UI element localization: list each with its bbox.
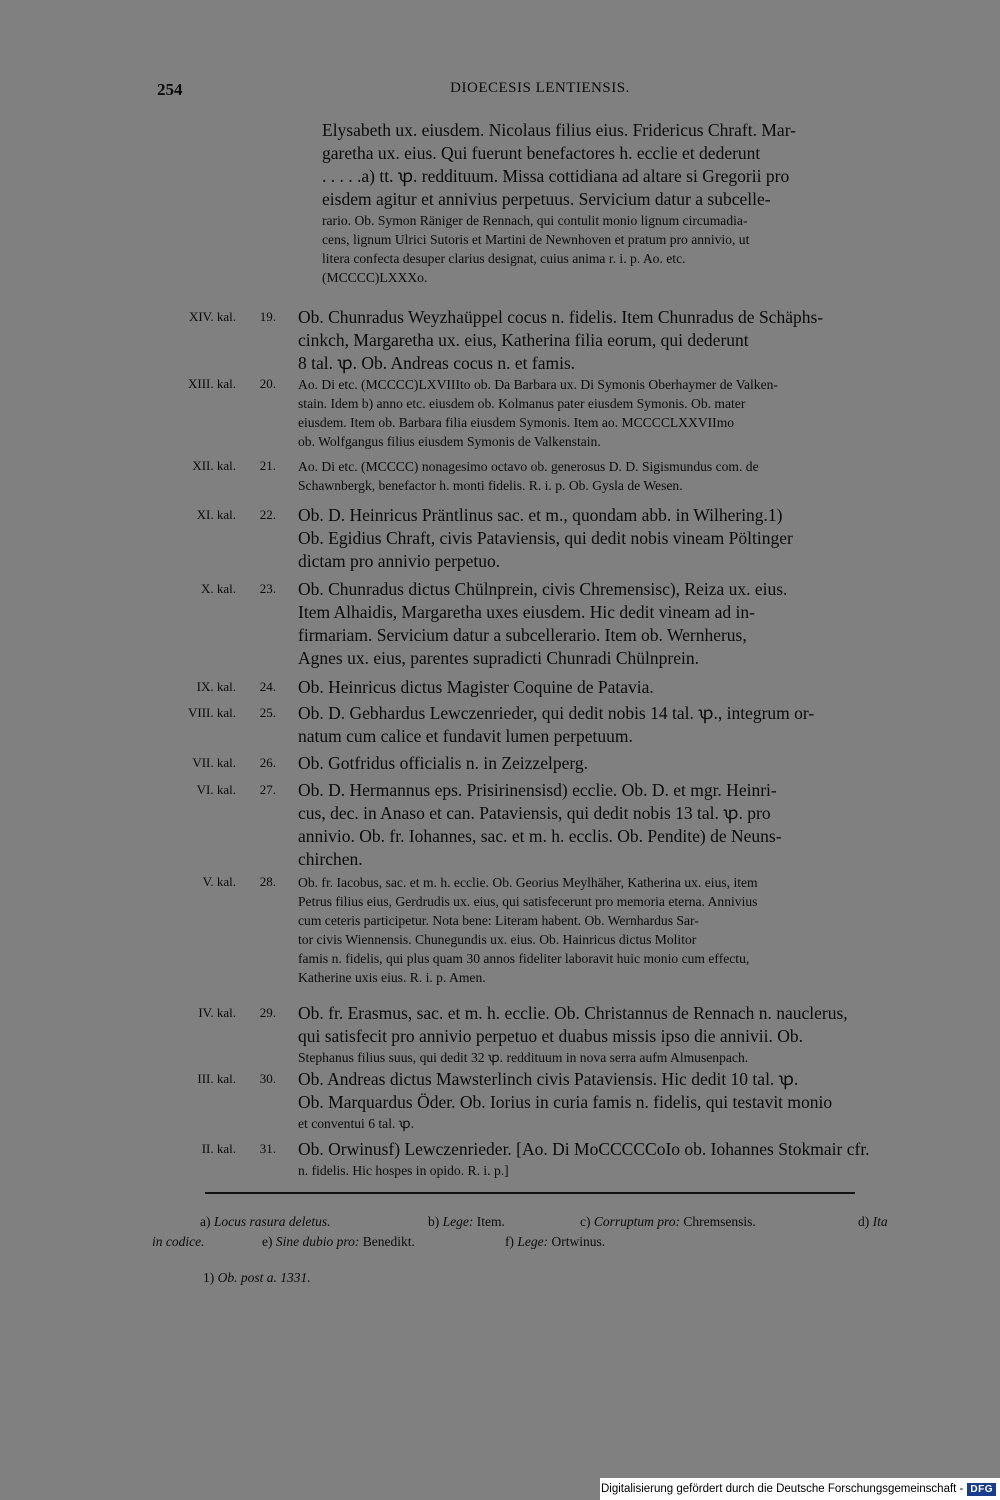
text-line: 8 tal. ꝕ. Ob. Andreas cocus n. et famis.	[298, 353, 576, 373]
entry-text	[298, 702, 906, 748]
footnote-value: Benedikt.	[362, 1234, 415, 1249]
kalend-label: V. kal.	[202, 874, 236, 889]
text-line: Elysabeth ux. eiusdem. Nicolaus filius eius. Fridericus Chraft. Mar-	[322, 120, 796, 140]
kalend-label: XI. kal.	[196, 507, 236, 522]
kalend-label: XIV. kal.	[188, 309, 236, 324]
footnote-text: in codice.	[152, 1234, 205, 1249]
text-line: Ob. Chunradus dictus Chülnprein, civis Chremensisc), Reiza ux. eius.	[298, 579, 788, 599]
text-line: Ob. D. Heinricus Präntlinus sac. et m., quondam abb. in Wilhering.1)	[298, 505, 783, 525]
text-line: ob. Wolfgangus filius eiusdem Symonis de Valkenstain.	[298, 434, 601, 449]
text-line: . . . . .a) tt. ꝕ. reddituum. Missa cottidiana ad altare si Gregorii pro	[322, 166, 790, 186]
dfg-credit-text: Digitalisierung gefördert durch die Deutsche Forschungsgemeinschaft -	[600, 1483, 964, 1495]
footnote-text: Lege:	[442, 1214, 474, 1229]
text-line: natum cum calice et fundavit lumen perpetuum.	[298, 726, 633, 746]
day-number: 20.	[259, 376, 276, 391]
text-line: Ob. Chunradus Weyzhaüppel cocus n. fidelis. Item Chunradus de Schäphs-	[298, 307, 824, 327]
text-line: Ob. Gotfridus officialis n. in Zeizzelperg.	[298, 753, 588, 773]
footnote-e	[262, 1232, 415, 1252]
footnote-mark: d)	[858, 1214, 870, 1229]
kalend-label: VI. kal.	[196, 782, 236, 797]
entry-text	[298, 752, 906, 775]
entry-text	[298, 1068, 906, 1133]
kalend-label: XII. kal.	[192, 458, 236, 473]
footnote-mark: f)	[505, 1234, 514, 1249]
text-line: cum ceteris participetur. Nota bene: Literam habent. Ob. Wernhardus Sar-	[298, 913, 699, 928]
kalend-label: III. kal.	[197, 1071, 236, 1086]
text-line: stain. Idem b) anno etc. eiusdem ob. Kolmanus pater eiusdem Symonis. Ob. mater	[298, 396, 746, 411]
day-number: 24.	[259, 679, 276, 694]
text-line: cinkch, Margaretha ux. eius, Katherina filia eorum, qui dederunt	[298, 330, 749, 350]
text-line: chirchen.	[298, 849, 363, 869]
entry-text	[298, 578, 906, 670]
intro-text	[322, 119, 906, 287]
footnote-value: Chremsensis.	[683, 1214, 756, 1229]
text-line: et conventui 6 tal. ꝕ.	[298, 1116, 415, 1131]
day-number: 30.	[259, 1071, 276, 1086]
kalend-label: II. kal.	[201, 1141, 236, 1156]
text-line: firmariam. Servicium datur a subcellerario. Item ob. Wernherus,	[298, 625, 747, 645]
kalend-label: VII. kal.	[192, 755, 236, 770]
text-line: n. fidelis. Hic hospes in opido. R. i. p.]	[298, 1163, 509, 1178]
footnote-mark: 1)	[203, 1270, 215, 1285]
text-line: Item Alhaidis, Margaretha uxes eiusdem. Hic dedit vineam ad in-	[298, 602, 755, 622]
kalend-label: X. kal.	[200, 581, 236, 596]
text-line: Schawnbergk, benefactor h. monti fidelis. R. i. p. Ob. Gysla de Wesen.	[298, 478, 683, 493]
text-line: Ao. Di etc. (MCCCC)LXVIIIto ob. Da Barbara ux. Di Symonis Oberhaymer de Valken-	[298, 377, 778, 392]
entry-text	[298, 1002, 906, 1067]
kalend-label: IV. kal.	[198, 1005, 236, 1020]
kalend-label: IX. kal.	[196, 679, 236, 694]
day-number: 29.	[259, 1005, 276, 1020]
footnote-text: Locus rasura deletus.	[213, 1214, 331, 1229]
text-line: Katherine uxis eius. R. i. p. Amen.	[298, 970, 486, 985]
kalend-label: VIII. kal.	[187, 705, 236, 720]
footnote-d	[858, 1212, 888, 1232]
text-line: Petrus filius eius, Gerdrudis ux. eius, qui satisfecerunt pro memoria eterna. Annivius	[298, 894, 758, 909]
text-line: Ob. Orwinusf) Lewczenrieder. [Ao. Di MoCCCCCoIo ob. Iohannes Stokmair cfr.	[298, 1139, 870, 1159]
text-line: Stephanus filius suus, qui dedit 32 ꝕ. reddituum in nova serra aufm Almusenpach.	[298, 1050, 749, 1065]
footnote-b	[428, 1212, 505, 1232]
dfg-logo-icon: DFG	[967, 1483, 996, 1496]
page-number: 254	[157, 80, 183, 99]
day-number: 26.	[259, 755, 276, 770]
entry-text	[298, 873, 906, 987]
text-line: (MCCCC)LXXXo.	[322, 270, 428, 285]
text-line: Ob. Marquardus Öder. Ob. Iorius in curia famis n. fidelis, qui testavit monio	[298, 1092, 833, 1112]
text-line: cus, dec. in Anaso et can. Pataviensis, qui dedit nobis 13 tal. ꝕ. pro	[298, 803, 771, 823]
footnote-mark: c)	[580, 1214, 591, 1229]
text-line: Ob. Heinricus dictus Magister Coquine de Patavia.	[298, 677, 654, 697]
text-line: Ob. D. Hermannus eps. Prisirinensisd) ecclie. Ob. D. et mgr. Heinri-	[298, 780, 777, 800]
text-line: Ob. fr. Erasmus, sac. et m. h. ecclie. Ob. Christannus de Rennach n. nauclerus,	[298, 1003, 848, 1023]
text-line: eisdem agitur et annivius perpetuus. Servicium datur a subcelle-	[322, 189, 771, 209]
text-line: famis n. fidelis, qui plus quam 30 annos fideliter laboravit huic monio cum effectu,	[298, 951, 750, 966]
day-number: 25.	[259, 705, 276, 720]
text-line: dictam pro annivio perpetuo.	[298, 551, 501, 571]
text-line: Ob. Egidius Chraft, civis Pataviensis, qui dedit nobis vineam Pöltinger	[298, 528, 793, 548]
text-line: Ob. Andreas dictus Mawsterlinch civis Pataviensis. Hic dedit 10 tal. ꝕ.	[298, 1069, 799, 1089]
footnote-mark: e)	[262, 1234, 273, 1249]
dfg-credit-bar	[600, 1478, 1000, 1500]
footnote-text: Lege:	[517, 1234, 549, 1249]
text-line: garetha ux. eius. Qui fuerunt benefactores h. ecclie et dederunt	[322, 143, 761, 163]
text-line: Ob. fr. Iacobus, sac. et m. h. ecclie. Ob. Georius Meylhäher, Katherina ux. eius, item	[298, 875, 758, 890]
footnote-text: Sine dubio pro:	[275, 1234, 360, 1249]
footnote-text: Corruptum pro:	[593, 1214, 681, 1229]
entry-text	[298, 306, 906, 375]
day-number: 21.	[259, 458, 276, 473]
footnote-d-continued	[152, 1232, 204, 1252]
footnote-mark: a)	[200, 1214, 211, 1229]
footnote-c	[580, 1212, 756, 1232]
text-line: cens, lignum Ulrici Sutoris et Martini de Newnhoven et pratum pro annivio, ut	[322, 232, 750, 247]
day-number: 28.	[259, 874, 276, 889]
footnote-value: Item.	[476, 1214, 505, 1229]
text-line: Ob. D. Gebhardus Lewczenrieder, qui dedit nobis 14 tal. ꝕ., integrum or-	[298, 703, 815, 723]
text-line: litera confecta desuper clarius designat, cuius anima r. i. p. Ao. etc.	[322, 251, 686, 266]
day-number: 31.	[259, 1141, 276, 1156]
footnote-rule	[205, 1192, 855, 1194]
day-number: 19.	[259, 309, 276, 324]
entry-text	[298, 676, 906, 699]
footnote-mark: b)	[428, 1214, 440, 1229]
text-line: annivio. Ob. fr. Iohannes, sac. et m. h. ecclis. Ob. Pendite) de Neuns-	[298, 826, 782, 846]
footnote-a	[200, 1212, 331, 1232]
text-line: rario. Ob. Symon Räniger de Rennach, qui contulit monio lignum circumadia-	[322, 213, 748, 228]
day-number: 23.	[259, 581, 276, 596]
text-line: qui satisfecit pro annivio perpetuo et duabus missis ipso die annivii. Ob.	[298, 1026, 803, 1046]
footnote-1	[203, 1268, 311, 1288]
text-line: Agnes ux. eius, parentes supradicti Chunradi Chülnprein.	[298, 648, 699, 668]
footnote-text: Ita	[872, 1214, 888, 1229]
running-title	[0, 80, 1000, 97]
entry-text	[298, 504, 906, 573]
footnote-f	[505, 1232, 605, 1252]
footnote-text: Ob. post a. 1331.	[217, 1270, 311, 1285]
day-number: 27.	[259, 782, 276, 797]
running-title-text: DIOECESIS LENTIENSIS.	[450, 80, 630, 96]
entry-text	[298, 457, 906, 495]
entry-text	[298, 1138, 906, 1180]
text-line: eiusdem. Item ob. Barbara filia eiusdem Symonis. Item ao. MCCCCLXXVIImo	[298, 415, 735, 430]
text-line: Ao. Di etc. (MCCCC) nonagesimo octavo ob. generosus D. D. Sigismundus com. de	[298, 459, 759, 474]
kalend-label: XIII. kal.	[187, 376, 236, 391]
text-line: tor civis Wiennensis. Chunegundis ux. eius. Ob. Hainricus dictus Molitor	[298, 932, 697, 947]
entry-text	[298, 375, 906, 451]
entry-text	[298, 779, 906, 871]
footnote-value: Ortwinus.	[551, 1234, 606, 1249]
day-number: 22.	[259, 507, 276, 522]
